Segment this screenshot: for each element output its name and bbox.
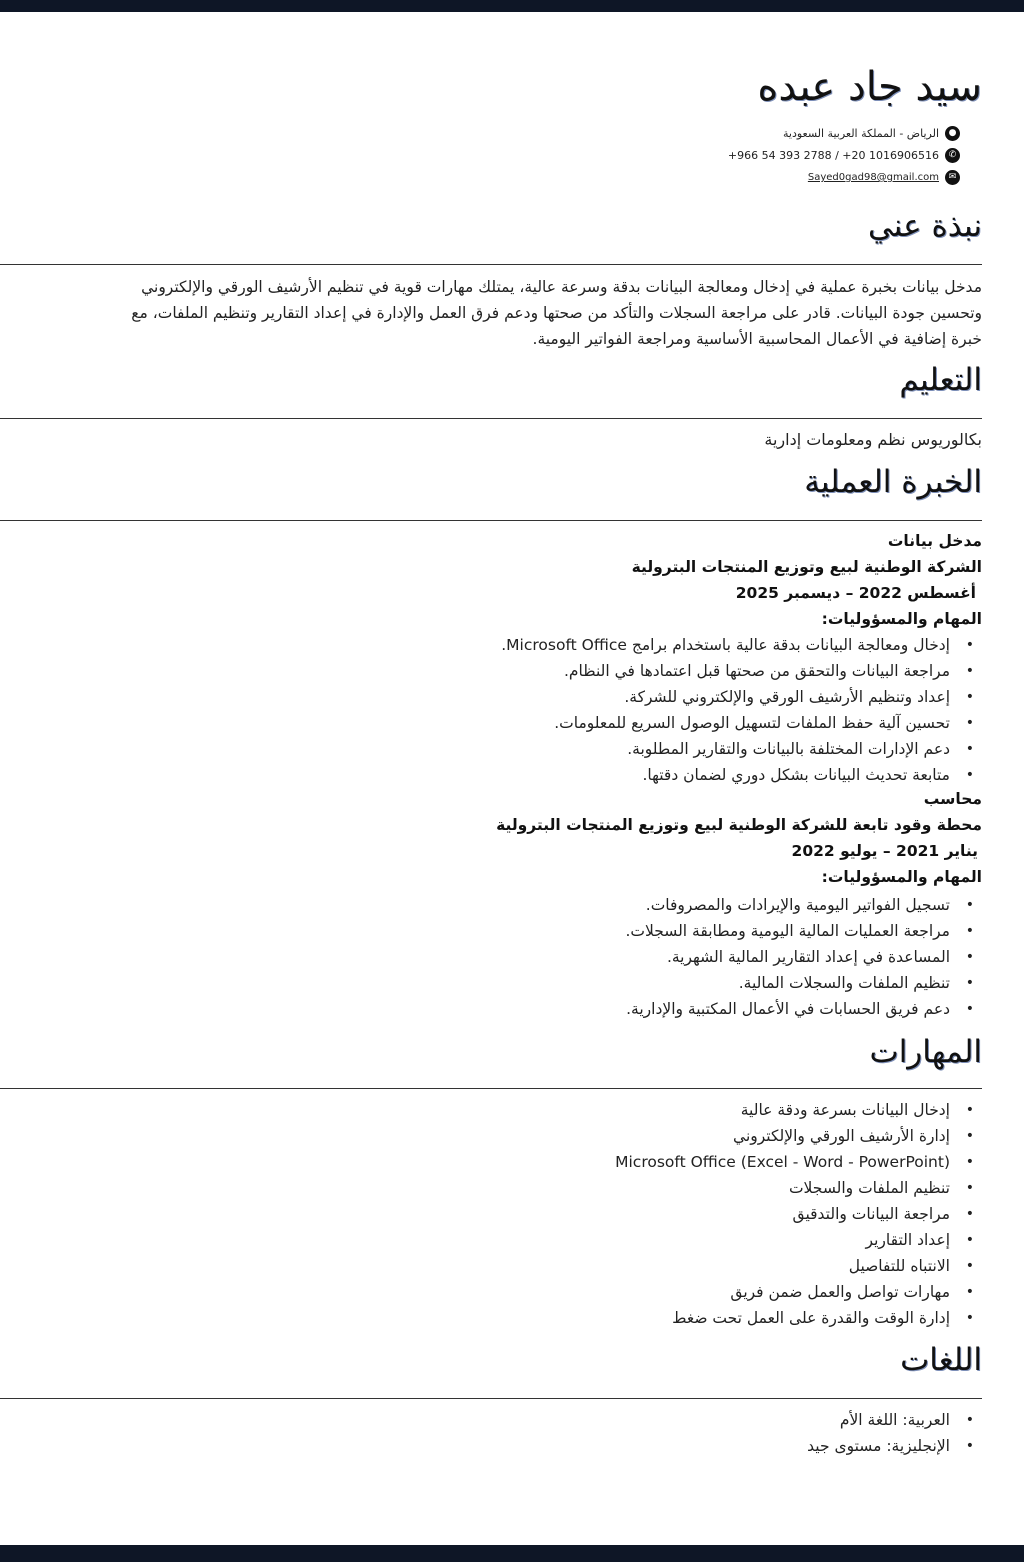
- list-item: • دعم فريق الحسابات في الأعمال المكتبية والإدارية.: [625, 996, 950, 1022]
- list-item: • العربية: اللغة الأم: [807, 1407, 950, 1433]
- job-role: مدخل بيانات: [887, 532, 982, 550]
- skill-office-text: Microsoft Office (Excel - Word - PowerPoint): [615, 1153, 950, 1171]
- list-item: • المساعدة في إعداد التقارير المالية الشهرية.: [625, 944, 950, 970]
- list-item: • إعداد وتنظيم الأرشيف الورقي والإلكتروني للشركة.: [501, 684, 950, 710]
- phone-text: +966 54 393 2788 / +20 1016906516: [727, 149, 939, 162]
- top-border: [0, 0, 1024, 12]
- languages-list: [807, 1407, 950, 1459]
- skills-list: [615, 1097, 950, 1331]
- skills-title: المهارات: [869, 1034, 982, 1070]
- contact-location: [783, 126, 960, 141]
- phone-icon: ✆: [945, 148, 960, 163]
- list-item: • إدخال ومعالجة البيانات بدقة عالية باستخدام برامج Microsoft Office.: [501, 632, 950, 658]
- list-item: • إعداد التقارير: [615, 1227, 950, 1253]
- contact-phone: [728, 148, 960, 163]
- location-pin-icon: ●: [945, 126, 960, 141]
- list-item: • تنظيم الملفات والسجلات المالية.: [625, 970, 950, 996]
- languages-title: اللغات: [900, 1342, 982, 1378]
- divider: [0, 1398, 982, 1399]
- list-item: • تسجيل الفواتير اليومية والإيرادات والمصروفات.: [625, 892, 950, 918]
- divider: [0, 1088, 982, 1089]
- full-name: سيد جاد عبده: [757, 64, 982, 110]
- email-link[interactable]: Sayed0gad98@gmail.com: [807, 172, 939, 183]
- list-item: • إدارة الوقت والقدرة على العمل تحت ضغط: [615, 1305, 950, 1331]
- job-period: يناير 2021 – يوليو 2022: [791, 842, 978, 860]
- job-tasks-list: [501, 632, 950, 788]
- divider: [0, 418, 982, 419]
- job-company: محطة وقود تابعة للشركة الوطنية لبيع وتوزيع المنتجات البترولية: [496, 816, 982, 834]
- education-title: التعليم: [899, 362, 982, 398]
- divider: [0, 264, 982, 265]
- mail-icon: ✉: [945, 170, 960, 185]
- location-text: الرياض - المملكة العربية السعودية: [782, 127, 939, 140]
- list-item: • مهارات تواصل والعمل ضمن فريق: [615, 1279, 950, 1305]
- list-item: • مراجعة البيانات والتحقق من صحتها قبل اعتمادها في النظام.: [501, 658, 950, 684]
- list-item: • مراجعة البيانات والتدقيق: [615, 1201, 950, 1227]
- job-period: أغسطس 2022 – ديسمبر 2025: [735, 584, 976, 602]
- divider: [0, 520, 982, 521]
- job-role: محاسب: [923, 790, 982, 808]
- list-item: • إدخال البيانات بسرعة ودقة عالية: [615, 1097, 950, 1123]
- list-item: [615, 1149, 950, 1175]
- list-item: • تحسين آلية حفظ الملفات لتسهيل الوصول السريع للمعلومات.: [501, 710, 950, 736]
- list-item: • الانتباه للتفاصيل: [615, 1253, 950, 1279]
- list-item: • مراجعة العمليات المالية اليومية ومطابقة السجلات.: [625, 918, 950, 944]
- bottom-border: [0, 1545, 1024, 1562]
- education-degree: بكالوريوس نظم ومعلومات إدارية: [764, 430, 982, 449]
- list-item: • إدارة الأرشيف الورقي والإلكتروني: [615, 1123, 950, 1149]
- about-text: مدخل بيانات بخبرة عملية في إدخال ومعالجة البيانات بدقة وسرعة عالية، يمتلك مهارات قوية في تنظيم الأرشيف الورقي والإلكتروني وتحسين جودة البيانات. قادر على مراجعة السجلات والتأكد من صحتها ودعم فرق العمل والإدارة في إعداد التقارير وتنظيم الملفات، مع خبرة إضافية في الأعمال المحاسبية الأساسية ومراجعة الفواتير اليومية.: [131, 278, 982, 348]
- contact-email: [808, 170, 960, 185]
- job-tasks-list: [625, 892, 950, 1022]
- job-company: الشركة الوطنية لبيع وتوزيع المنتجات البترولية: [631, 558, 982, 576]
- about-title: نبذة عني: [867, 208, 982, 244]
- list-item: • دعم الإدارات المختلفة بالبيانات والتقارير المطلوبة.: [501, 736, 950, 762]
- list-item: • تنظيم الملفات والسجلات: [615, 1175, 950, 1201]
- experience-title: الخبرة العملية: [804, 464, 982, 500]
- job-tasks-label: المهام والمسؤوليات:: [821, 610, 982, 628]
- list-item: • متابعة تحديث البيانات بشكل دوري لضمان دقتها.: [501, 762, 950, 788]
- job-tasks-label: المهام والمسؤوليات:: [821, 868, 982, 886]
- list-item: • الإنجليزية: مستوى جيد: [807, 1433, 950, 1459]
